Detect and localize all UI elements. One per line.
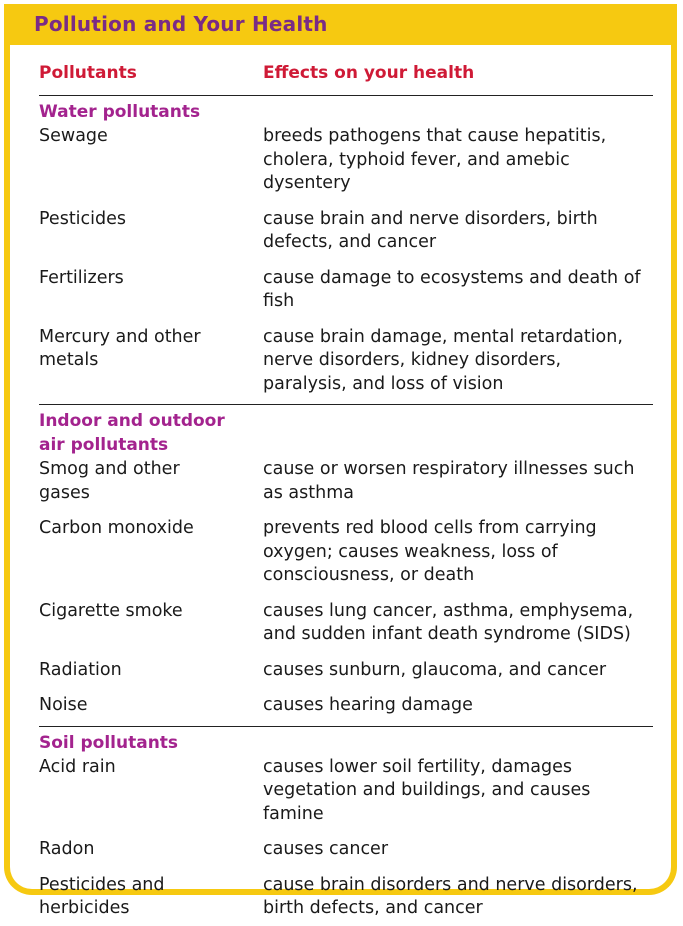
- table-title: Pollution and Your Health: [34, 12, 328, 36]
- effect-cell: breeds pathogens that cause hepatitis, cholera, typhoid fever, and amebic dysentery: [263, 126, 607, 193]
- pollutant-cell: Acid rain: [39, 756, 116, 777]
- table-row: [39, 125, 653, 196]
- header-pollutants: Pollutants: [39, 63, 137, 83]
- effect-cell: causes sunburn, glaucoma, and cancer: [263, 659, 607, 680]
- pollution-table-card: [4, 4, 677, 918]
- table-row: [39, 694, 653, 718]
- section-title: Indoor and outdoor air pollutants: [39, 411, 225, 455]
- table-row: [39, 267, 653, 314]
- pollutant-cell: Smog and other gases: [39, 459, 180, 503]
- table-row: [39, 600, 653, 647]
- section-title: Water pollutants: [39, 102, 201, 122]
- effect-cell: cause brain and nerve disorders, birth defects, and cancer: [263, 208, 598, 252]
- pollutant-cell: Noise: [39, 695, 88, 715]
- table-row: [39, 517, 653, 588]
- pollutant-cell: Cigarette smoke: [39, 600, 183, 621]
- header-effects: Effects on your health: [263, 63, 475, 83]
- effect-cell: cause brain damage, mental retardation, nerve disorders, kidney disorders, paralysis, and loss of vision: [263, 326, 623, 394]
- pollutant-cell: Sewage: [39, 126, 108, 146]
- pollutant-cell: Pesticides and herbicides: [39, 874, 165, 918]
- table-row: [39, 874, 653, 921]
- effect-cell: causes lung cancer, asthma, emphysema, and sudden infant death syndrome (SIDS): [263, 600, 634, 644]
- table-row: [39, 458, 653, 505]
- pollutant-cell: Radiation: [39, 659, 122, 680]
- table-row: [39, 326, 653, 397]
- section-title: Soil pollutants: [39, 732, 179, 753]
- pollutant-cell: Pesticides: [39, 208, 127, 229]
- effect-cell: prevents red blood cells from carrying oxygen; causes weakness, loss of consciousness, or death: [263, 518, 597, 585]
- table: [39, 61, 653, 921]
- table-row: [39, 838, 653, 862]
- table-header: [39, 61, 653, 96]
- table-row: [39, 756, 653, 827]
- section-soil: [39, 726, 653, 921]
- title-bar: [4, 4, 677, 45]
- effect-cell: causes cancer: [263, 839, 389, 859]
- pollutant-cell: Fertilizers: [39, 267, 124, 288]
- section-water: [39, 96, 653, 404]
- table-row: [39, 659, 653, 683]
- effect-cell: cause damage to ecosystems and death of fish: [263, 267, 641, 311]
- pollutant-cell: Carbon monoxide: [39, 518, 194, 538]
- pollutant-cell: Radon: [39, 839, 95, 859]
- section-air: [39, 404, 653, 726]
- effect-cell: causes lower soil fertility, damages vegetation and buildings, and causes famine: [263, 756, 591, 824]
- pollutant-cell: Mercury and other metals: [39, 326, 201, 370]
- effect-cell: cause brain disorders and nerve disorders, birth defects, and cancer: [263, 874, 638, 918]
- effect-cell: causes hearing damage: [263, 695, 473, 715]
- table-row: [39, 208, 653, 255]
- effect-cell: cause or worsen respiratory illnesses such as asthma: [263, 459, 635, 503]
